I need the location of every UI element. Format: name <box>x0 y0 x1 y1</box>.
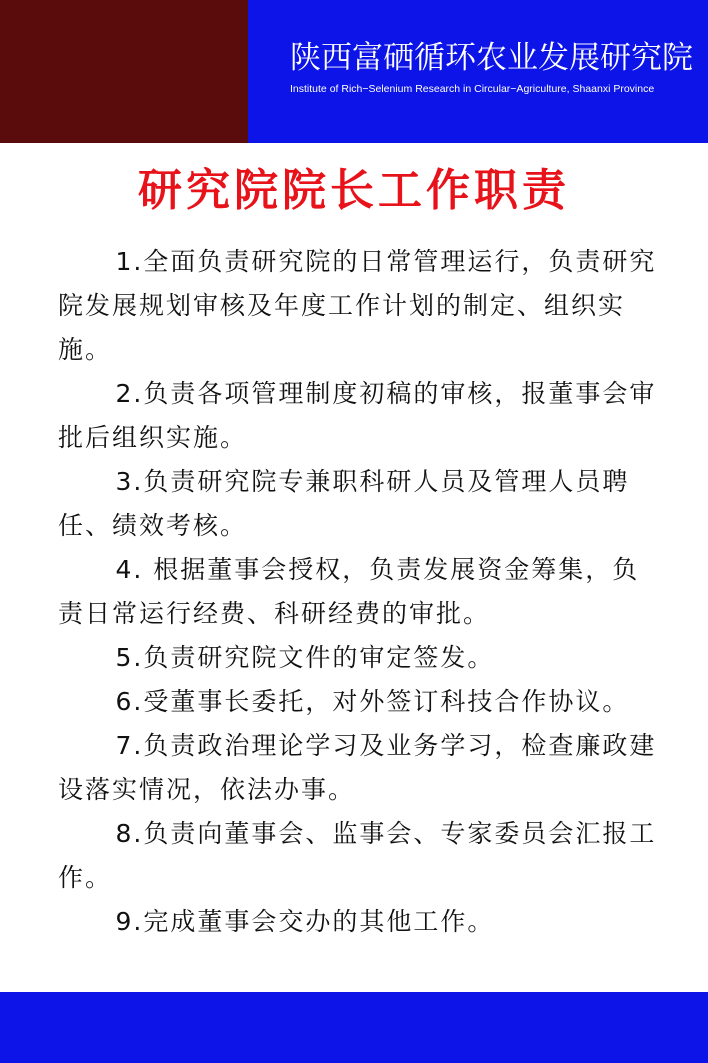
duty-item-2: 2.负责各项管理制度初稿的审核，报董事会审批后组织实施。 <box>58 379 657 452</box>
duty-item-9: 9.完成董事会交办的其他工作。 <box>115 907 495 936</box>
institute-name-english: Institute of Rich−Selenium Research in Circular−Agriculture, Shaanxi Province <box>290 83 655 95</box>
institute-name: 陕西富硒循环农业发展研究院 <box>290 40 693 76</box>
header-banner <box>0 0 708 143</box>
footer-blue-band <box>0 992 708 1063</box>
duty-item-5: 5.负责研究院文件的审定签发。 <box>115 643 495 672</box>
duty-list <box>58 240 658 944</box>
duty-item-4: 4. 根据董事会授权，负责发展资金筹集，负责日常运行经费、科研经费的审批。 <box>58 555 640 628</box>
brand-color-block <box>0 0 248 143</box>
duty-item-7: 7.负责政治理论学习及业务学习，检查廉政建设落实情况，依法办事。 <box>58 731 657 804</box>
duty-item-1: 1.全面负责研究院的日常管理运行，负责研究院发展规划审核及年度工作计划的制定、组织实施。 <box>58 247 657 364</box>
duty-item-6: 6.受董事长委托，对外签订科技合作协议。 <box>115 687 630 716</box>
duty-item-8: 8.负责向董事会、监事会、专家委员会汇报工作。 <box>58 819 657 892</box>
page-title: 研究院院长工作职责 <box>138 165 570 216</box>
duty-item-3: 3.负责研究院专兼职科研人员及管理人员聘任、绩效考核。 <box>58 467 630 540</box>
